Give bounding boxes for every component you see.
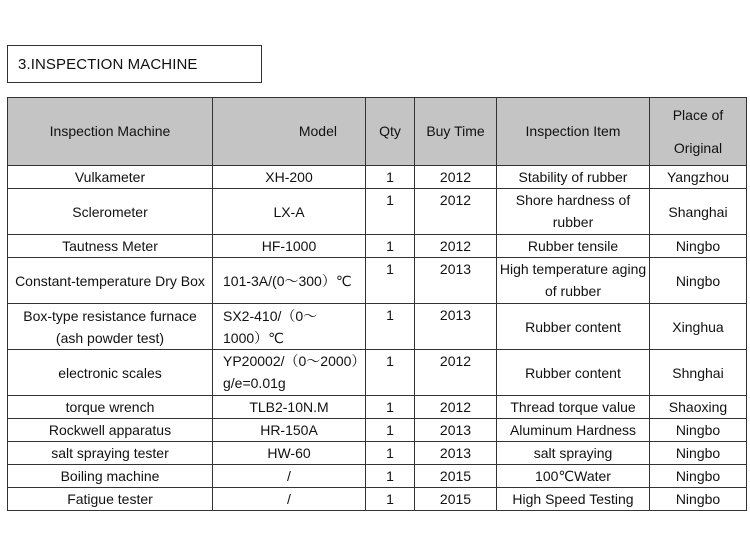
model-cell: / — [213, 488, 366, 511]
model-cell: TLB2-10N.M — [213, 396, 366, 419]
buy-time-cell: 2012 — [415, 189, 497, 235]
table-row — [8, 465, 747, 488]
table-header-row — [8, 98, 747, 166]
buy-time-cell: 2013 — [415, 258, 497, 304]
header-inspection-machine: Inspection Machine — [8, 98, 213, 166]
place-cell: Ningbo — [650, 442, 747, 465]
qty-cell: 1 — [366, 488, 415, 511]
inspection-item-cell: Rubber content — [497, 304, 650, 350]
place-cell: Shnghai — [650, 350, 747, 396]
machine-cell: Boiling machine — [8, 465, 213, 488]
place-cell: Yangzhou — [650, 166, 747, 189]
buy-time-cell: 2013 — [415, 442, 497, 465]
header-buy-time: Buy Time — [415, 98, 497, 166]
qty-cell: 1 — [366, 350, 415, 396]
qty-cell: 1 — [366, 419, 415, 442]
model-cell: 101-3A/(0～300）℃ — [213, 258, 366, 304]
model-cell: SX2-410/（0～1000）℃ — [213, 304, 366, 350]
inspection-item-cell: 100℃Water — [497, 465, 650, 488]
place-cell: Xinghua — [650, 304, 747, 350]
buy-time-cell: 2013 — [415, 304, 497, 350]
machine-cell: salt spraying tester — [8, 442, 213, 465]
inspection-machine-table — [7, 97, 747, 511]
table-row — [8, 235, 747, 258]
inspection-item-cell: High temperature aging of rubber — [497, 258, 650, 304]
model-cell: HR-150A — [213, 419, 366, 442]
place-cell: Ningbo — [650, 419, 747, 442]
place-cell: Ningbo — [650, 235, 747, 258]
header-inspection-item: Inspection Item — [497, 98, 650, 166]
inspection-item-cell: Rubber tensile — [497, 235, 650, 258]
inspection-item-cell: High Speed Testing — [497, 488, 650, 511]
inspection-item-cell: Aluminum Hardness — [497, 419, 650, 442]
header-qty: Qty — [366, 98, 415, 166]
model-cell: HW-60 — [213, 442, 366, 465]
table-row — [8, 258, 747, 304]
inspection-item-cell: Shore hardness of rubber — [497, 189, 650, 235]
table-row — [8, 488, 747, 511]
header-model: Model — [213, 98, 366, 166]
table-row — [8, 419, 747, 442]
buy-time-cell: 2012 — [415, 166, 497, 189]
buy-time-cell: 2013 — [415, 419, 497, 442]
qty-cell: 1 — [366, 258, 415, 304]
machine-cell: Sclerometer — [8, 189, 213, 235]
machine-cell: electronic scales — [8, 350, 213, 396]
buy-time-cell: 2012 — [415, 350, 497, 396]
qty-cell: 1 — [366, 166, 415, 189]
buy-time-cell: 2012 — [415, 235, 497, 258]
inspection-item-cell: salt spraying — [497, 442, 650, 465]
table-row — [8, 189, 747, 235]
inspection-item-cell: Thread torque value — [497, 396, 650, 419]
place-cell: Ningbo — [650, 465, 747, 488]
buy-time-cell: 2015 — [415, 465, 497, 488]
qty-cell: 1 — [366, 442, 415, 465]
model-cell: / — [213, 465, 366, 488]
machine-cell: torque wrench — [8, 396, 213, 419]
table-row — [8, 166, 747, 189]
qty-cell: 1 — [366, 304, 415, 350]
table-row — [8, 396, 747, 419]
machine-cell: Vulkameter — [8, 166, 213, 189]
buy-time-cell: 2012 — [415, 396, 497, 419]
model-cell: YP20002/（0～2000）g/e=0.01g — [213, 350, 366, 396]
place-cell: Shaoxing — [650, 396, 747, 419]
machine-cell: Constant-temperature Dry Box — [8, 258, 213, 304]
qty-cell: 1 — [366, 235, 415, 258]
table-row — [8, 304, 747, 350]
place-cell: Ningbo — [650, 488, 747, 511]
inspection-item-cell: Stability of rubber — [497, 166, 650, 189]
model-cell: LX-A — [213, 189, 366, 235]
buy-time-cell: 2015 — [415, 488, 497, 511]
machine-cell: Rockwell apparatus — [8, 419, 213, 442]
inspection-item-cell: Rubber content — [497, 350, 650, 396]
model-cell: HF-1000 — [213, 235, 366, 258]
table-row — [8, 350, 747, 396]
machine-cell: Box-type resistance furnace (ash powder test) — [8, 304, 213, 350]
section-title: 3.INSPECTION MACHINE — [7, 45, 262, 83]
machine-cell: Fatigue tester — [8, 488, 213, 511]
table-row — [8, 442, 747, 465]
qty-cell: 1 — [366, 465, 415, 488]
qty-cell: 1 — [366, 189, 415, 235]
place-cell: Shanghai — [650, 189, 747, 235]
header-place-of-original: Place of Original — [650, 98, 747, 166]
place-cell: Ningbo — [650, 258, 747, 304]
qty-cell: 1 — [366, 396, 415, 419]
machine-cell: Tautness Meter — [8, 235, 213, 258]
model-cell: XH-200 — [213, 166, 366, 189]
